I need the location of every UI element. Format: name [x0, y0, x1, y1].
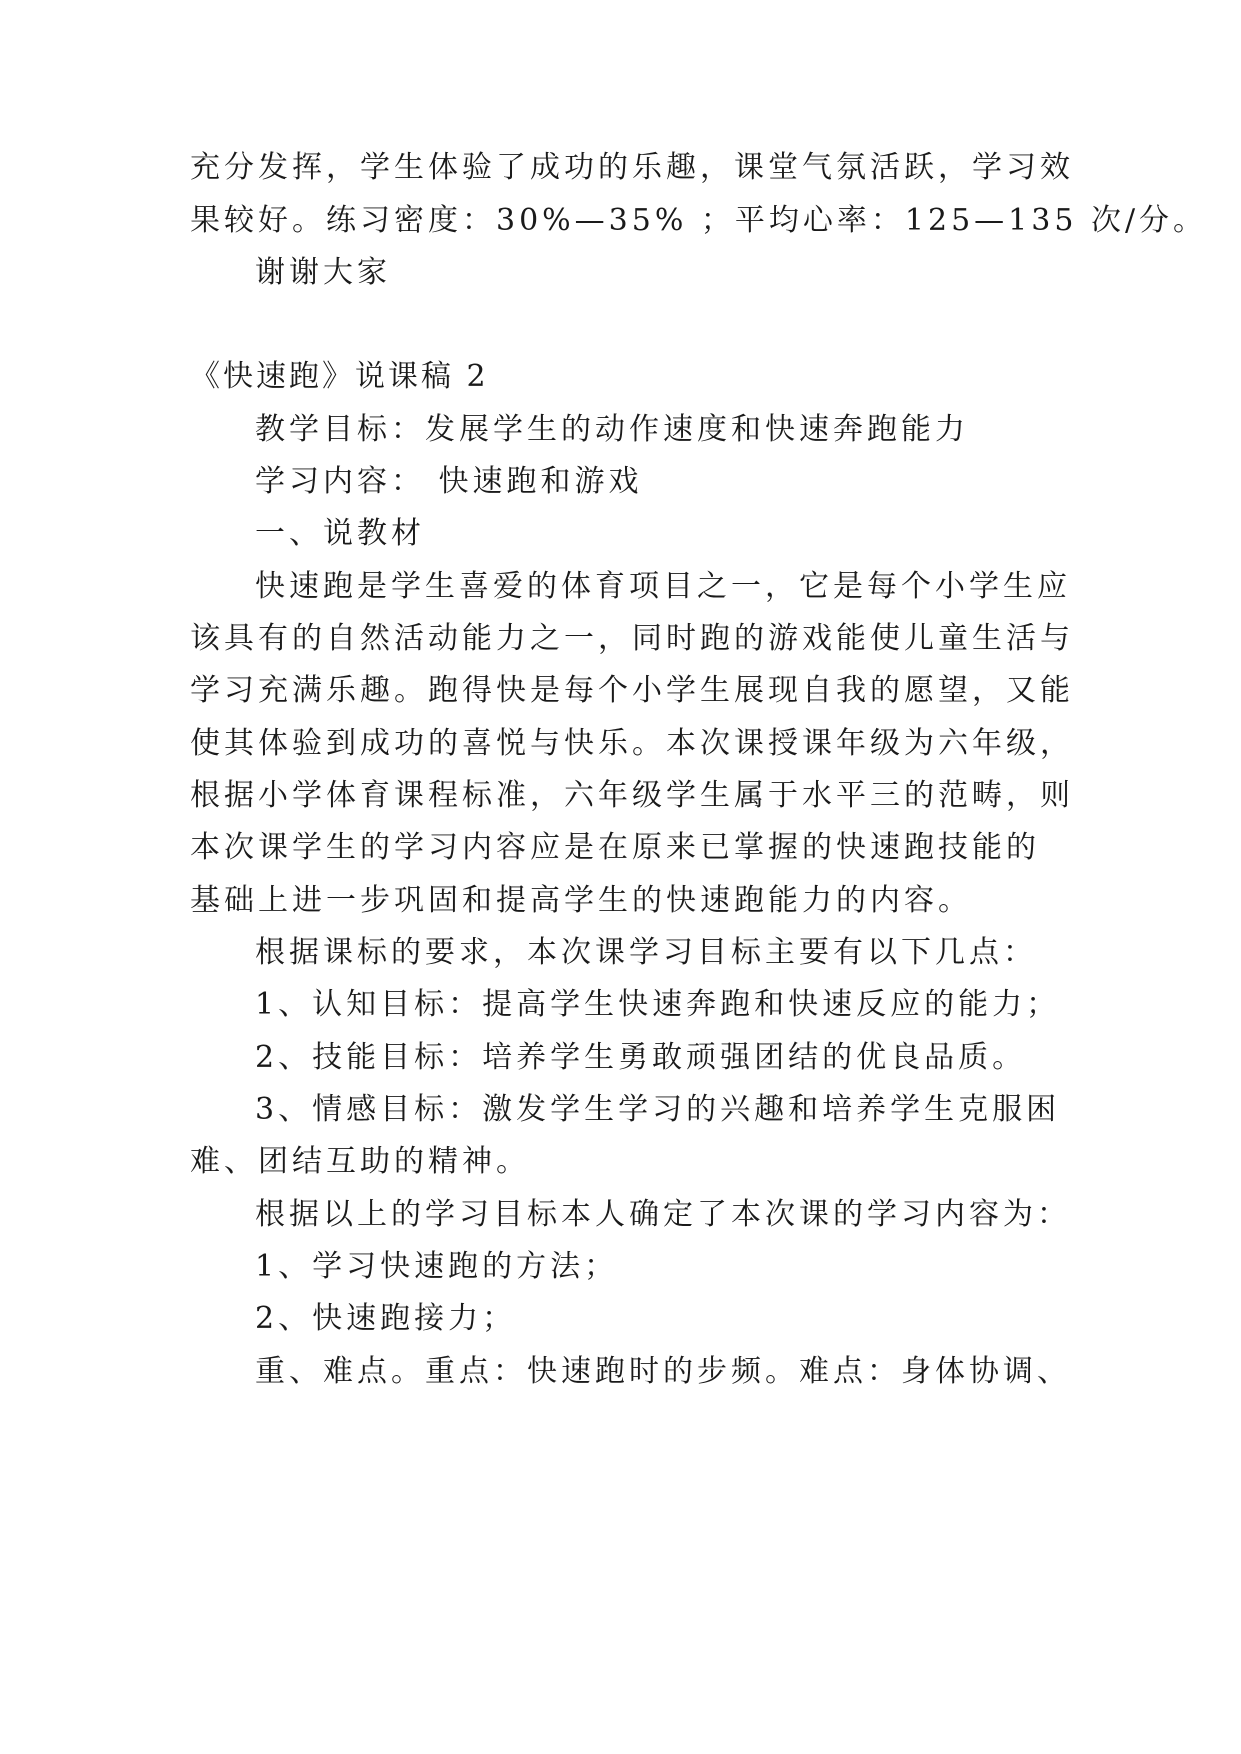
closing-thanks: 谢谢大家: [255, 255, 391, 290]
paragraph-line: 基础上进一步巩固和提高学生的快速跑能力的内容。: [190, 883, 972, 918]
learning-content: 学习内容： 快速跑和游戏: [255, 464, 643, 499]
goals-intro: 根据课标的要求，本次课学习目标主要有以下几点：: [255, 935, 1037, 970]
section-title: 《快速跑》说课稿 2: [190, 359, 489, 394]
heading-textbook: 一、说教材: [255, 516, 425, 551]
paragraph-line: 本次课学生的学习内容应是在原来已掌握的快速跑技能的: [190, 830, 1040, 865]
goal-item: 3、情感目标：激发学生学习的兴趣和培养学生克服困: [255, 1092, 1061, 1127]
paragraph-line: 使其体验到成功的喜悦与快乐。本次课授课年级为六年级，: [190, 726, 1074, 761]
content-item: 1、学习快速跑的方法；: [255, 1249, 619, 1284]
paragraph-line: 快速跑是学生喜爱的体育项目之一，它是每个小学生应: [255, 569, 1071, 604]
goal-item-continuation: 难、团结互助的精神。: [190, 1144, 530, 1179]
goal-item: 1、认知目标：提高学生快速奔跑和快速反应的能力；: [255, 987, 1061, 1022]
paragraph-line: 学习充满乐趣。跑得快是每个小学生展现自我的愿望，又能: [190, 673, 1074, 708]
paragraph-line: 充分发挥，学生体验了成功的乐趣，课堂气氛活跃，学习效: [190, 150, 1074, 185]
content-item: 2、快速跑接力；: [255, 1301, 517, 1336]
key-points: 重、难点。重点：快速跑时的步频。难点：身体协调、: [255, 1354, 1071, 1389]
paragraph-line: 该具有的自然活动能力之一，同时跑的游戏能使儿童生活与: [190, 621, 1074, 656]
content-intro: 根据以上的学习目标本人确定了本次课的学习内容为：: [255, 1197, 1071, 1232]
paragraph-line: 果较好。练习密度：30%—35% ；平均心率：125—135 次/分。: [190, 203, 1208, 238]
teaching-goal: 教学目标：发展学生的动作速度和快速奔跑能力: [255, 412, 969, 447]
paragraph-line: 根据小学体育课程标准，六年级学生属于水平三的范畴，则: [190, 778, 1074, 813]
goal-item: 2、技能目标：培养学生勇敢顽强团结的优良品质。: [255, 1040, 1027, 1075]
